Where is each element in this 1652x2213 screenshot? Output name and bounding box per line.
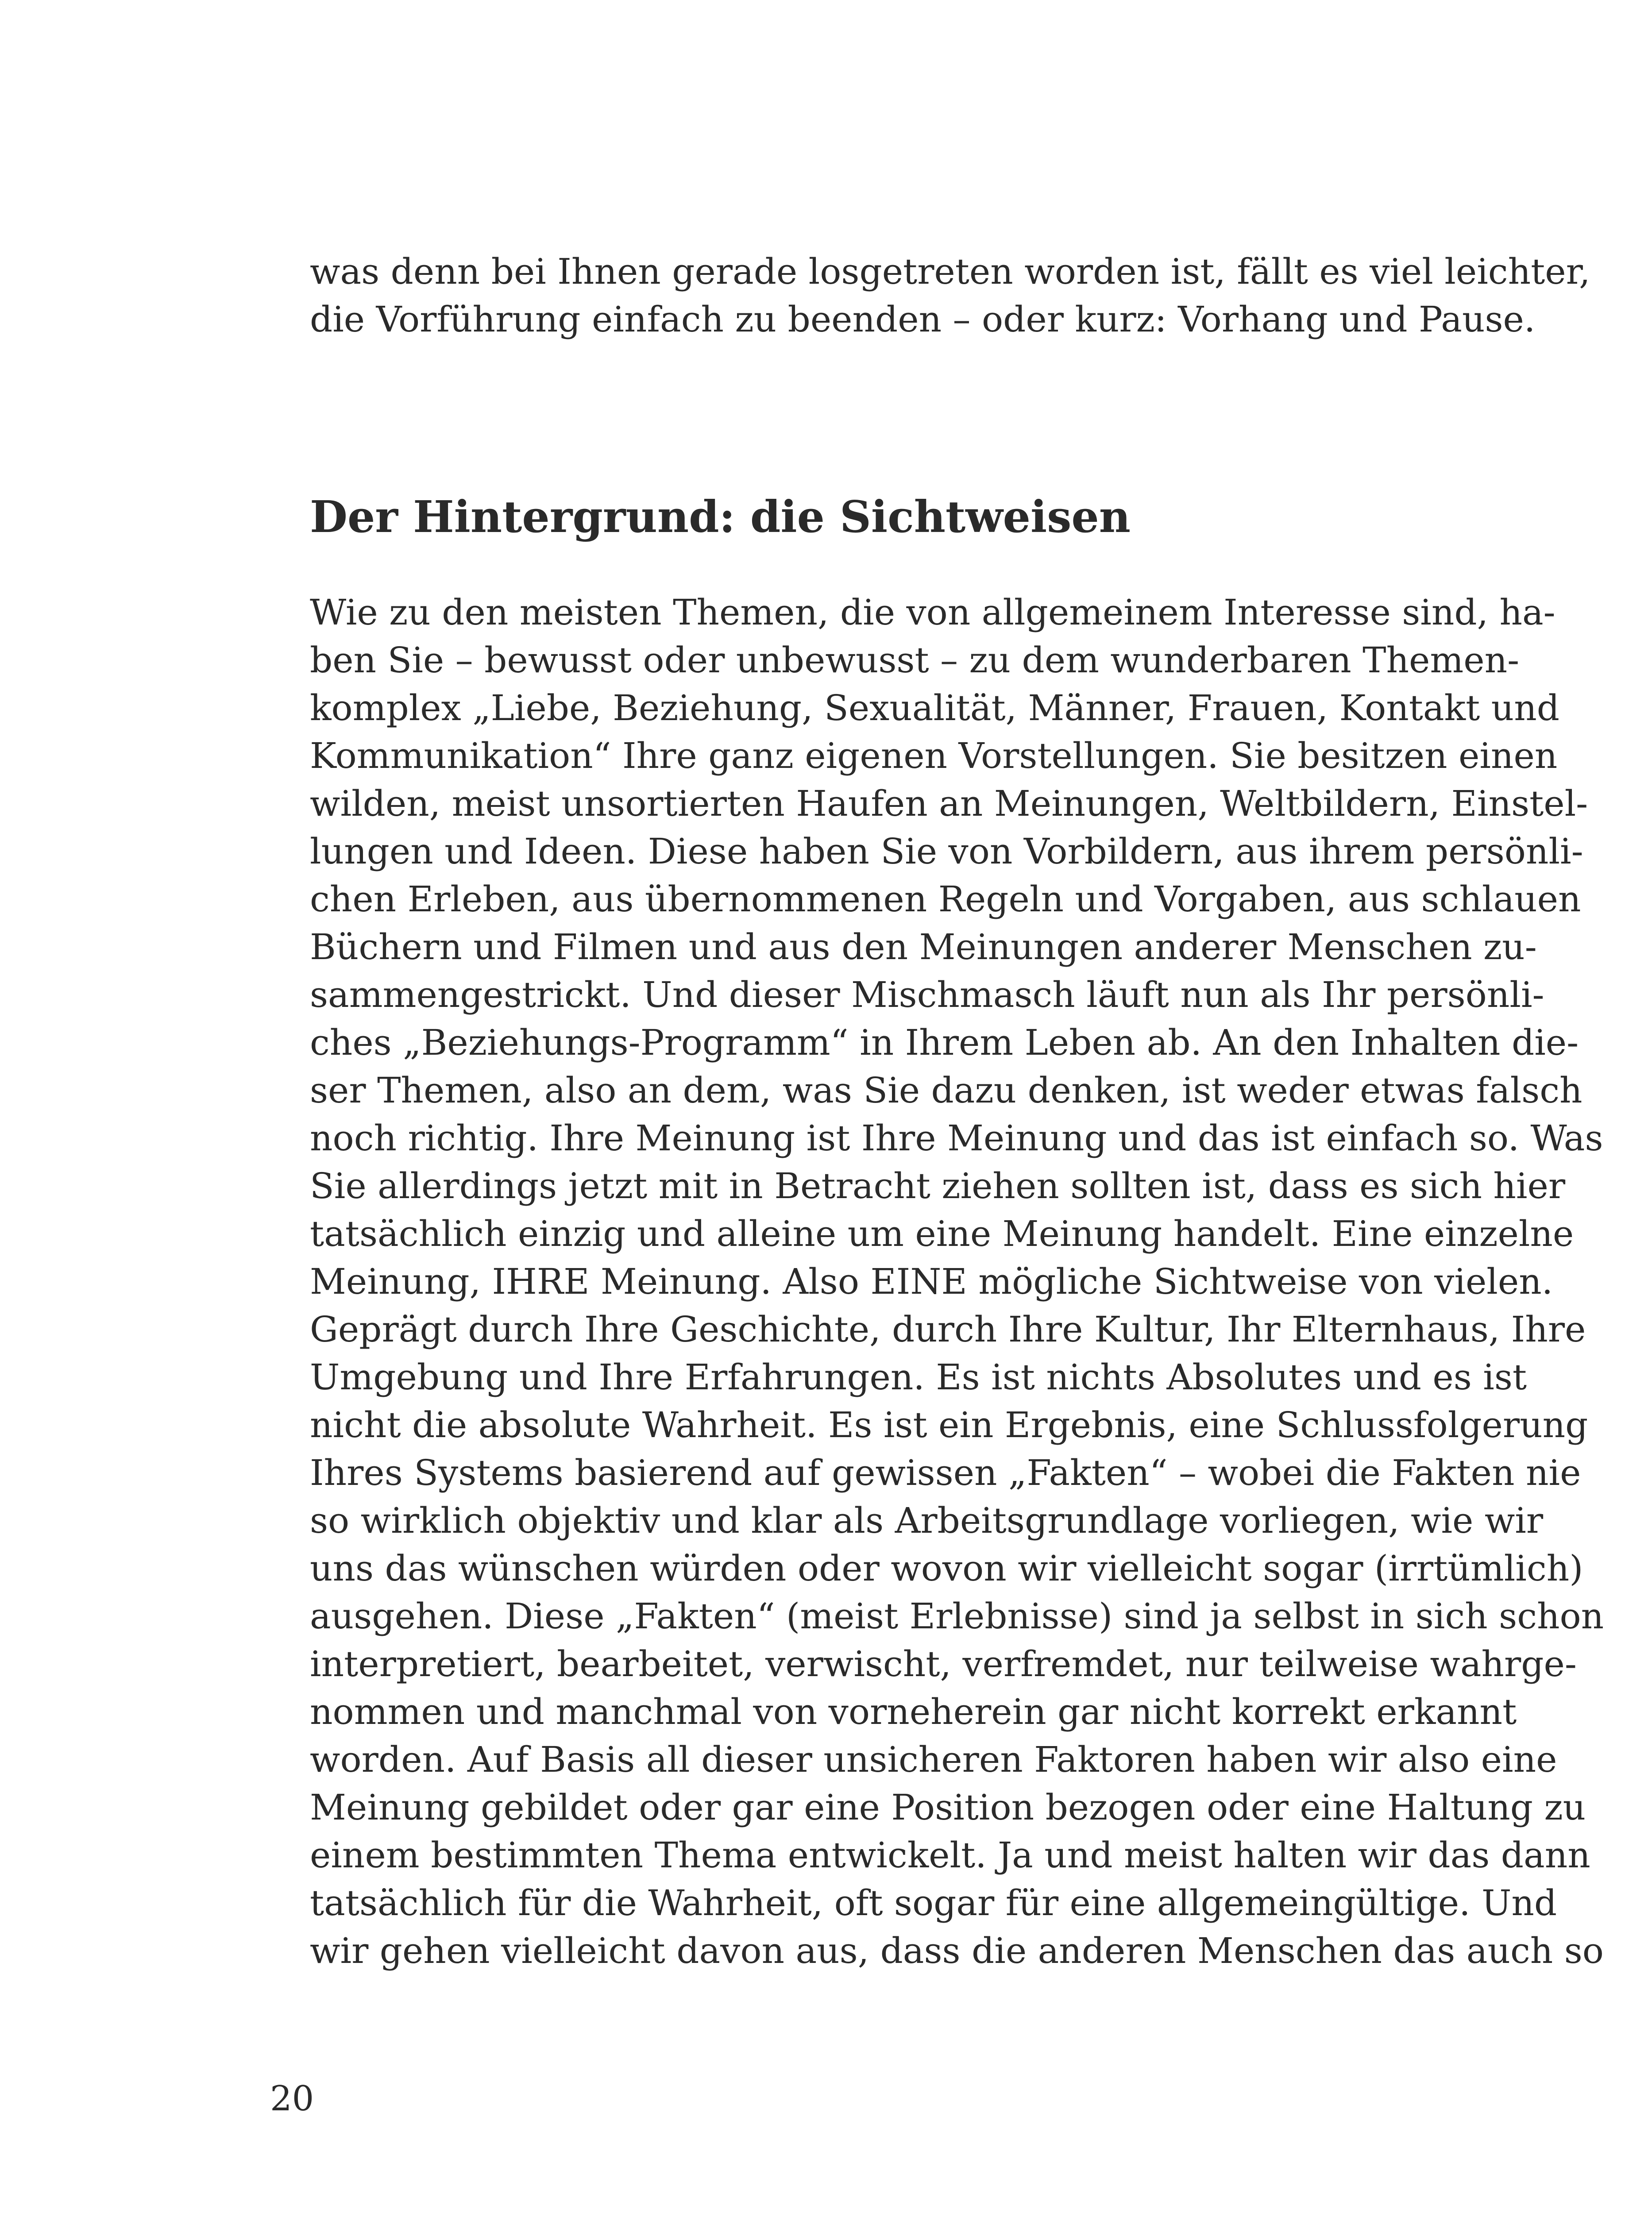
text-line: so wirklich objektiv und klar als Arbeitsgrundlage vorliegen, wie wir	[310, 1500, 1544, 1541]
text-line: chen Erleben, aus übernommenen Regeln und Vorgaben, aus schlauen	[310, 879, 1581, 920]
text-line: noch richtig. Ihre Meinung ist Ihre Meinung und das ist einfach so. Was	[310, 1118, 1603, 1159]
text-line: ausgehen. Diese „Fakten“ (meist Erlebnisse) sind ja selbst in sich schon	[310, 1596, 1604, 1637]
text-line: wir gehen vielleicht davon aus, dass die anderen Menschen das auch so	[310, 1930, 1604, 1971]
text-line: tatsächlich für die Wahrheit, oft sogar für eine allgemeingültige. Und	[310, 1882, 1557, 1924]
text-line: lungen und Ideen. Diese haben Sie von Vorbildern, aus ihrem persönli-	[310, 831, 1583, 872]
text-line: ches „Beziehungs-Programm“ in Ihrem Leben ab. An den Inhalten die-	[310, 1022, 1579, 1063]
text-line: Büchern und Filmen und aus den Meinungen anderer Menschen zu-	[310, 926, 1537, 968]
text-line: uns das wünschen würden oder wovon wir vielleicht sogar (irrtümlich)	[310, 1548, 1583, 1589]
text-line: einem bestimmten Thema entwickelt. Ja und meist halten wir das dann	[310, 1835, 1590, 1876]
text-line: sammengestrickt. Und dieser Mischmasch läuft nun als Ihr persönli-	[310, 974, 1544, 1015]
text-line: interpretiert, bearbeitet, verwischt, verfremdet, nur teilweise wahrge-	[310, 1643, 1577, 1685]
text-line: die Vorführung einfach zu beenden – oder kurz: Vorhang und Pause.	[310, 299, 1536, 340]
text-line: Umgebung und Ihre Erfahrungen. Es ist nichts Absolutes und es ist	[310, 1357, 1527, 1398]
text-line: tatsächlich einzig und alleine um eine Meinung handelt. Eine einzelne	[310, 1213, 1574, 1254]
text-line: Kommunikation“ Ihre ganz eigenen Vorstellungen. Sie besitzen einen	[310, 735, 1558, 776]
text-line: wilden, meist unsortierten Haufen an Meinungen, Weltbildern, Einstel-	[310, 783, 1588, 824]
text-line: Ihres Systems basierend auf gewissen „Fakten“ – wobei die Fakten nie	[310, 1452, 1581, 1493]
text-line: worden. Auf Basis all dieser unsicheren Faktoren haben wir also eine	[310, 1739, 1557, 1780]
text-line: Meinung gebildet oder gar eine Position bezogen oder eine Haltung zu	[310, 1787, 1586, 1828]
text-line: Sie allerdings jetzt mit in Betracht ziehen sollten ist, dass es sich hier	[310, 1165, 1566, 1207]
text-line: nommen und manchmal von vorneherein gar nicht korrekt erkannt	[310, 1691, 1517, 1732]
text-line: nicht die absolute Wahrheit. Es ist ein Ergebnis, eine Schlussfolgerung	[310, 1404, 1588, 1446]
text-line: ben Sie – bewusst oder unbewusst – zu dem wunderbaren Themen-	[310, 640, 1520, 681]
text-line: komplex „Liebe, Beziehung, Sexualität, Männer, Frauen, Kontakt und	[310, 687, 1559, 729]
intro-paragraph	[310, 248, 1590, 343]
text-line: ser Themen, also an dem, was Sie dazu denken, ist weder etwas falsch	[310, 1070, 1583, 1111]
page-number: 20	[270, 2079, 314, 2119]
text-line: Meinung, IHRE Meinung. Also EINE mögliche Sichtweise von vielen.	[310, 1261, 1553, 1302]
text-line: Geprägt durch Ihre Geschichte, durch Ihre Kultur, Ihr Elternhaus, Ihre	[310, 1309, 1586, 1350]
text-line: Wie zu den meisten Themen, die von allgemeinem Interesse sind, ha-	[310, 592, 1556, 633]
body-paragraph	[310, 589, 1604, 1975]
section-heading: Der Hintergrund: die Sichtweisen	[310, 492, 1131, 543]
text-line: was denn bei Ihnen gerade losgetreten worden ist, fällt es viel leichter,	[310, 251, 1590, 292]
